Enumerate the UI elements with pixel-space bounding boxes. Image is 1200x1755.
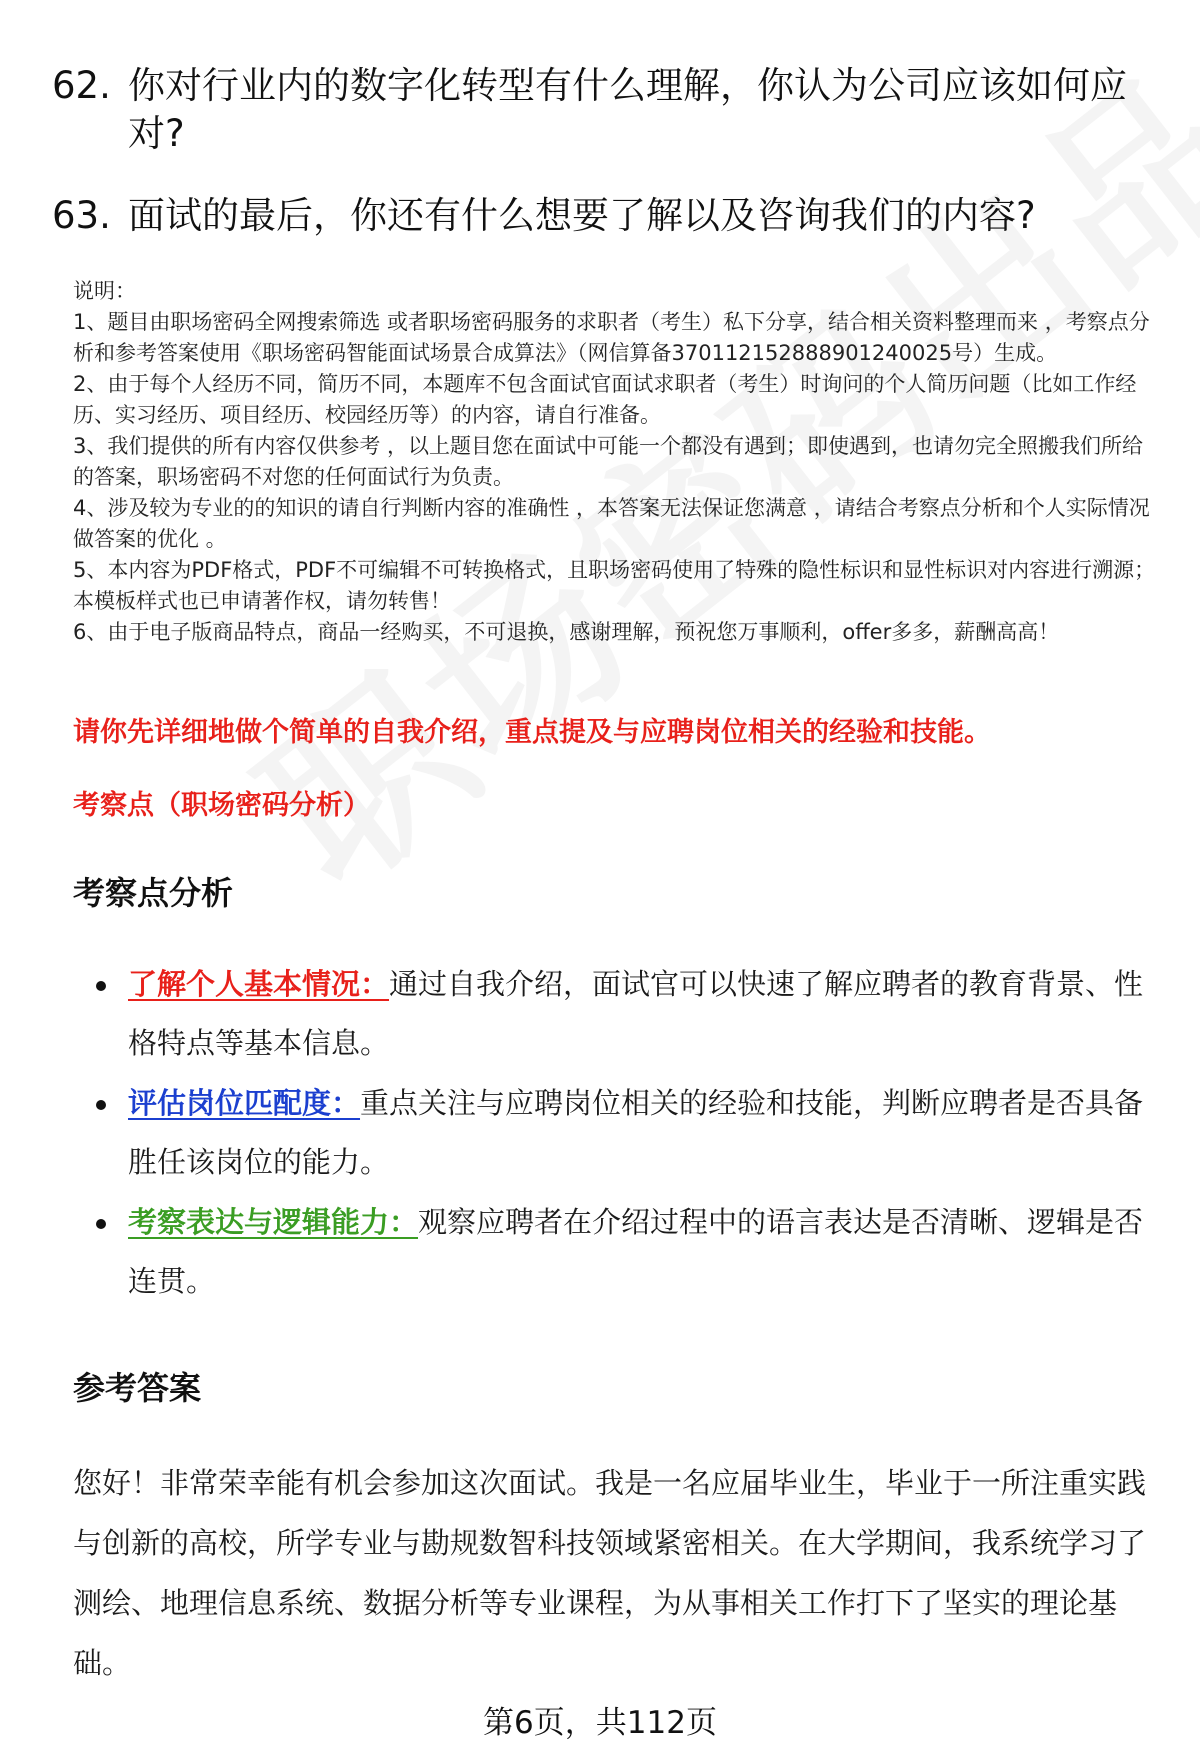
note-item: 4、涉及较为专业的的知识的请自行判断内容的准确性 ，本答案无法保证您满意 ，请结合考察点分析和个人实际情况做答案的优化 。 <box>73 496 1150 551</box>
question-text: 面试的最后，你还有什么想要了解以及咨询我们的内容? <box>128 194 1036 237</box>
interview-question-title: 请你先详细地做个简单的自我介绍，重点提及与应聘岗位相关的经验和技能。 <box>73 717 991 748</box>
list-item <box>96 955 1156 1073</box>
analysis-list <box>96 955 1156 1312</box>
list-item <box>96 1193 1156 1311</box>
note-item: 2、由于每个人经历不同，简历不同，本题库不包含面试官面试求职者（考生）时询问的个人简历问题（比如工作经历、实习经历、项目经历、校园经历等）的内容，请自行准备。 <box>73 372 1137 427</box>
bullet-text: 通过自我介绍，面试官可以快速了解应聘者的教育背景、性格特点等基本信息。 <box>128 967 1144 1060</box>
analysis-heading: 考察点分析 <box>73 874 234 912</box>
question-text: 你对行业内的数字化转型有什么理解，你认为公司应该如何应对? <box>128 64 1127 155</box>
bullet-key: 考察表达与逻辑能力： <box>128 1205 419 1239</box>
note-item: 6、由于电子版商品特点，商品一经购买，不可退换，感谢理解，预祝您万事顺利，offer多多，薪酬高高！ <box>73 620 1060 644</box>
bullet-text: 重点关注与应聘岗位相关的经验和技能，判断应聘者是否具备胜任该岗位的能力。 <box>128 1086 1144 1179</box>
answer-heading: 参考答案 <box>73 1369 202 1407</box>
bullet-text: 观察应聘者在介绍过程中的语言表达是否清晰、逻辑是否连贯。 <box>128 1205 1144 1298</box>
bullet-icon <box>96 1100 106 1110</box>
list-item <box>96 1074 1156 1192</box>
note-item: 5、本内容为PDF格式，PDF不可编辑不可转换格式，且职场密码使用了特殊的隐性标识和显性标识对内容进行溯源；本模板样式也已申请著作权，请勿转售！ <box>73 558 1156 613</box>
page-footer: 第6页，共112页 <box>483 1705 717 1741</box>
question-number: 63. <box>52 194 111 237</box>
bullet-key: 了解个人基本情况： <box>128 967 390 1001</box>
notes-block <box>73 276 1163 648</box>
question-63 <box>52 192 1152 240</box>
note-item: 3、我们提供的所有内容仅供参考 ，以上题目您在面试中可能一个都没有遇到；即使遇到，也请勿完全照搬我们所给的答案，职场密码不对您的任何面试行为负责。 <box>73 434 1144 489</box>
analysis-source-label: 考察点（职场密码分析） <box>73 790 370 821</box>
question-62 <box>52 62 1152 155</box>
question-number: 62. <box>52 64 111 107</box>
bullet-icon <box>96 1219 106 1229</box>
notes-title: 说明： <box>73 279 136 303</box>
bullet-key: 评估岗位匹配度： <box>128 1086 361 1120</box>
note-item: 1、题目由职场密码全网搜索筛选 或者职场密码服务的求职者（考生）私下分享，结合相关资料整理而来 ，考察点分析和参考答案使用《职场密码智能面试场景合成算法》（网信算备370112152888901240025号）生成。 <box>73 310 1150 365</box>
bullet-icon <box>96 981 106 991</box>
answer-paragraph: 您好！非常荣幸能有机会参加这次面试。我是一名应届毕业生，毕业于一所注重实践与创新的高校，所学专业与勘规数智科技领域紧密相关。在大学期间，我系统学习了测绘、地理信息系统、数据分析等专业课程，为从事相关工作打下了坚实的理论基础。 <box>73 1466 1147 1680</box>
